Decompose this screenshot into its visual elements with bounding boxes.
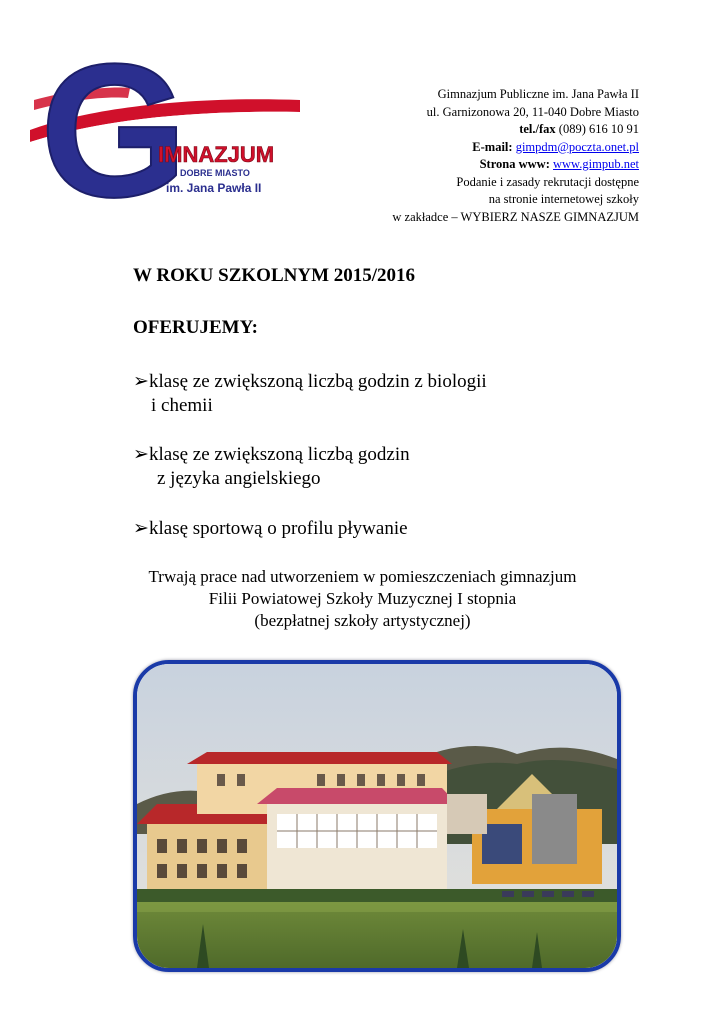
- arrow-bullet-icon: ➢: [133, 518, 149, 539]
- school-building-photo: [133, 660, 621, 972]
- recruitment-info-2: na stronie internetowej szkoły: [488, 192, 639, 206]
- phone-value: (089) 616 10 91: [555, 122, 639, 136]
- email-link[interactable]: gimpdm@poczta.onet.pl: [515, 139, 639, 154]
- logo-graphic: [30, 38, 310, 208]
- website-link[interactable]: www.gimpub.net: [553, 157, 639, 171]
- contact-block: [309, 86, 639, 226]
- offer-item: ➢klasę sportową o profilu pływanie: [133, 518, 408, 539]
- school-address: ul. Garnizonowa 20, 11-040 Dobre Miasto: [426, 104, 639, 119]
- phone-label: tel./fax: [519, 122, 556, 136]
- recruitment-info-3: w zakładce – WYBIERZ NASZE GIMNAZJUM: [392, 209, 639, 224]
- email-label: E-mail:: [472, 139, 513, 154]
- website-line: [309, 156, 639, 174]
- offer-item: ➢klasę ze zwiększoną liczbą godzin z biologii i chemii: [133, 371, 487, 416]
- offer-item: ➢klasę ze zwiększoną liczbą godzin z języka angielskiego: [133, 444, 410, 489]
- recruitment-info-1: Podanie i zasady rekrutacji dostępne: [456, 174, 639, 189]
- logo-name: IMNAZJUM: [158, 142, 275, 167]
- offer-heading: OFERUJEMY:: [133, 317, 258, 338]
- school-name: Gimnazjum Publiczne im. Jana Pawła II: [437, 87, 639, 101]
- logo-patron: im. Jana Pawła II: [166, 181, 262, 195]
- music-school-note: Trwają prace nad utworzeniem w pomieszczeniach gimnazjum Filii Powiatowej Szkoły Muzycznej I stopnia (bezpłatnej szkoły artystycznej): [148, 567, 577, 630]
- phone-line: [309, 121, 639, 139]
- school-year-heading: W ROKU SZKOLNYM 2015/2016: [133, 265, 416, 286]
- arrow-bullet-icon: ➢: [133, 444, 149, 465]
- website-label: Strona www:: [479, 157, 550, 171]
- logo-letter: G: [40, 38, 188, 208]
- school-logo: [30, 38, 310, 208]
- email-line: [309, 139, 639, 157]
- arrow-bullet-icon: ➢: [133, 371, 149, 392]
- logo-town: DOBRE MIASTO: [180, 168, 250, 178]
